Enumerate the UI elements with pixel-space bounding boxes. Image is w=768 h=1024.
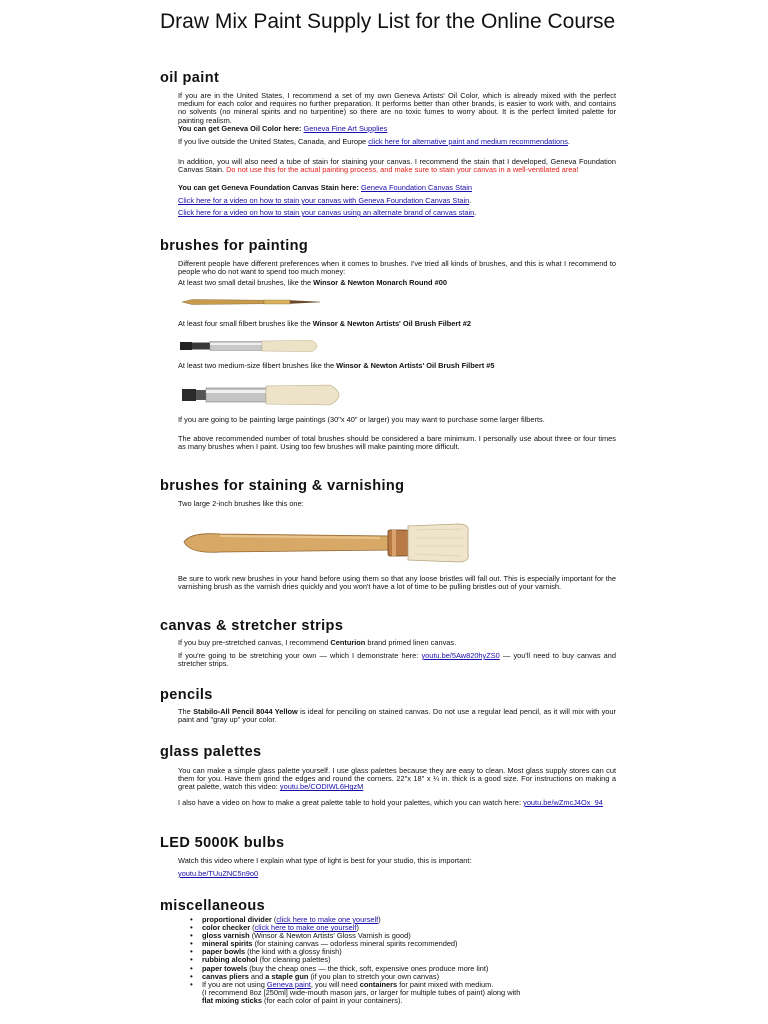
misc-item-text: and xyxy=(248,971,266,981)
misc-item-name: mineral spirits xyxy=(202,939,253,949)
stretching-video-link[interactable]: youtu.be/5Aw820hyZS0 xyxy=(421,651,500,660)
outside-us-text: If you live outside the United States, Canada, and Europe xyxy=(178,137,367,146)
alternative-paint-link[interactable]: click here for alternative paint and medium recommendations xyxy=(368,137,568,146)
misc-item-name: flat mixing sticks xyxy=(202,995,262,1005)
misc-item-text: , you will need xyxy=(310,979,360,989)
brush-1-text: At least two small detail brushes, like the xyxy=(178,278,312,287)
stain-video-1: Click here for a video on how to stain your canvas with Geneva Foundation Canvas Stain. xyxy=(178,196,472,205)
heading-canvas: canvas & stretcher strips xyxy=(160,618,344,634)
stretching-text: If you're going to be stretching your own — which I demonstrate here: xyxy=(178,651,419,660)
palette-table-text: I also have a video on how to make a great palette table to hold your palettes, which you can watch here: xyxy=(178,798,522,807)
staining-brush-image xyxy=(180,512,480,572)
misc-item-name: proportional divider xyxy=(202,915,272,924)
misc-item-text: (if you plan to stretch your own canvas) xyxy=(308,971,440,981)
small-filbert-brush-image xyxy=(180,337,325,355)
heading-oil-paint: oil paint xyxy=(160,70,220,86)
misc-item-name: containers xyxy=(359,979,398,989)
pencil-note xyxy=(178,708,616,724)
led-video-link[interactable]: youtu.be/TUuZNC5n9o0 xyxy=(178,869,259,878)
pencil-text: The xyxy=(178,707,191,716)
palette-table-note xyxy=(178,799,616,807)
brush-2-name: Winsor & Newton Artists' Oil Brush Filbert #2 xyxy=(312,319,472,328)
canvas-rest: brand primed linen canvas. xyxy=(367,638,457,647)
outside-us-note: If you live outside the United States, Canada, and Europe click here for alternative paint and medium recommendations. xyxy=(178,137,570,146)
stretching-note xyxy=(178,652,616,668)
brush-2-desc xyxy=(178,320,616,328)
stain-text: In addition, you will also need a tube of stain for staining your canvas. I recommend the stain that I developed, Geneva Foundation Canvas Stain. xyxy=(178,157,616,175)
brush-2-text: At least four small filbert brushes like the xyxy=(178,319,311,328)
glass-palette-text: You can make a simple glass palette yourself. I use glass palettes because they are easy to clean. Most glass supply stores can cut them for you. Have them grind the edges and round the corners. 22"x 18" x ¼ in. thick is a good size. For instructions on making a great palette, watch this video: xyxy=(178,766,616,792)
geneva-fine-art-link[interactable]: Geneva Fine Art Supplies xyxy=(303,124,388,133)
stain-video-alternate-link[interactable]: Click here for a video on how to stain your canvas using an alternate brand of canvas stain xyxy=(178,208,475,217)
misc-item-name: canvas pliers xyxy=(202,971,249,981)
glass-palette-instructions xyxy=(178,767,616,792)
stain-warning: Do not use this for the actual painting process, and make sure to stain your canvas in a well-ventilated area! xyxy=(226,165,579,175)
canvas-text: If you buy pre-stretched canvas, I recommend xyxy=(178,638,329,647)
pencil-rest: is ideal for penciling on stained canvas. Do not use a regular lead pencil, as it will mix with your paint and "gray up" your color. xyxy=(178,707,616,725)
page-title: Draw Mix Paint Supply List for the Online Course xyxy=(160,10,616,33)
misc-item-text: for paint mixed with medium. xyxy=(397,979,494,989)
round-brush-image xyxy=(180,296,325,308)
geneva-paint-link[interactable]: Geneva paint xyxy=(266,979,311,989)
led-video xyxy=(178,870,616,878)
misc-item-text: (I recommend 8oz [250ml] wide-mouth mason jars, or larger for multiple tubes of paint) along with xyxy=(202,987,521,997)
misc-item-text: (the kind with a glossy finish) xyxy=(245,947,342,957)
brush-1-name: Winsor & Newton Monarch Round #00 xyxy=(313,278,447,287)
heading-glass-palettes: glass palettes xyxy=(160,744,262,760)
geneva-stain-link[interactable]: Geneva Foundation Canvas Stain xyxy=(361,183,472,192)
misc-item-text: (for cleaning palettes) xyxy=(257,955,331,965)
misc-item-text: (for each color of paint in your containers). xyxy=(261,995,403,1005)
misc-item-text: (buy the cheap ones — the thick, soft, expensive ones produce more lint) xyxy=(247,963,489,973)
stain-source xyxy=(178,184,616,192)
misc-item-text: ) xyxy=(378,915,381,924)
misc-item-text: ) xyxy=(356,923,359,933)
large-paintings-note: If you are going to be painting large paintings (30"x 40" or larger) you may want to purchase some larger filberts. xyxy=(178,415,545,424)
misc-item-name: paper towels xyxy=(202,963,248,973)
misc-item-name: a staple gun xyxy=(265,971,309,981)
led-note: Watch this video where I explain what type of light is best for your studio, this is important: xyxy=(178,856,472,865)
misc-list xyxy=(202,916,616,1005)
palette-table-video-link[interactable]: youtu.be/wZmcJ4Ox_94 xyxy=(523,798,603,807)
heading-led-bulbs: LED 5000K bulbs xyxy=(160,835,285,851)
glass-palette-video-link[interactable]: youtu.be/CODIWL6HgzM xyxy=(279,782,364,792)
misc-item-name: rubbing alcohol xyxy=(202,955,258,965)
brush-count-note: The above recommended number of total brushes should be considered a bare minimum. I personally use about three or four times as many brushes when I paint. Using too few brushes will make painting more difficult. xyxy=(178,434,616,452)
stain-paragraph xyxy=(178,158,616,174)
heading-pencils: pencils xyxy=(160,687,213,703)
stain-video-2: Click here for a video on how to stain your canvas using an alternate brand of canvas stain. xyxy=(178,208,477,217)
misc-item-text: (Winsor & Newton Artists' Gloss Varnish is good) xyxy=(249,931,411,941)
misc-item-text: ( xyxy=(271,915,277,924)
misc-item-text: (for staining canvas — odorless mineral spirits recommended) xyxy=(252,939,458,949)
stain-source-label: You can get Geneva Foundation Canvas Stain here: xyxy=(178,183,359,192)
staining-brush-intro: Two large 2-inch brushes like this one: xyxy=(178,499,304,508)
misc-item-name: color checker xyxy=(202,923,251,933)
heading-miscellaneous: miscellaneous xyxy=(160,898,266,914)
brush-1-desc xyxy=(178,279,616,287)
misc-item-name: gloss varnish xyxy=(202,931,250,941)
list-item xyxy=(202,981,616,1005)
heading-brushes-painting: brushes for painting xyxy=(160,238,309,254)
oil-paint-source xyxy=(178,125,616,133)
color-checker-link[interactable]: click here to make one yourself xyxy=(254,923,357,933)
oil-paint-intro: If you are in the United States, I recommend a set of my own Geneva Artists' Oil Color, which is already mixed with the perfect medium for each color and requires no further preparation. It performs better than other brands, is easier to work with, and contains no solvents (no mineral spirits and no turpentine) so there are no toxic fumes to worry about. It is the perfect limited palette for painting realism. xyxy=(178,91,616,125)
brush-3-name: Winsor & Newton Artists' Oil Brush Filbert #5 xyxy=(336,361,495,370)
brush-3-desc xyxy=(178,362,616,370)
misc-item-text: ( xyxy=(250,923,255,933)
staining-brush-note: Be sure to work new brushes in your hand before using them so that any loose bristles will fall out. This is especially important for the varnishing brush as the varnish dries quickly and you won't have a lot of time to be pulling bristles out of your varnish. xyxy=(178,574,616,592)
proportional-divider-link[interactable]: click here to make one yourself xyxy=(276,915,379,924)
canvas-recommendation xyxy=(178,639,616,647)
brush-3-text: At least two medium-size filbert brushes like the xyxy=(178,361,335,370)
misc-item-name: paper bowls xyxy=(202,947,246,957)
heading-brushes-staining: brushes for staining & varnishing xyxy=(160,478,405,494)
pencil-name: Stabilo-All Pencil 8044 Yellow xyxy=(193,707,298,716)
stretching-rest: — you'll need to buy canvas and stretcher strips. xyxy=(178,651,617,669)
misc-item-text: If you are not using xyxy=(202,979,267,989)
stain-video-geneva-link[interactable]: Click here for a video on how to stain your canvas with Geneva Foundation Canvas Stain xyxy=(178,196,470,205)
oil-paint-source-label: You can get Geneva Oil Color here: xyxy=(178,124,302,133)
canvas-brand: Centurion xyxy=(330,638,366,647)
brushes-intro: Different people have different preferences when it comes to brushes. I've tried all kinds of brushes, and this is what I recommend to people who do not want to spend too much money: xyxy=(178,259,616,277)
medium-filbert-brush-image xyxy=(180,380,350,410)
